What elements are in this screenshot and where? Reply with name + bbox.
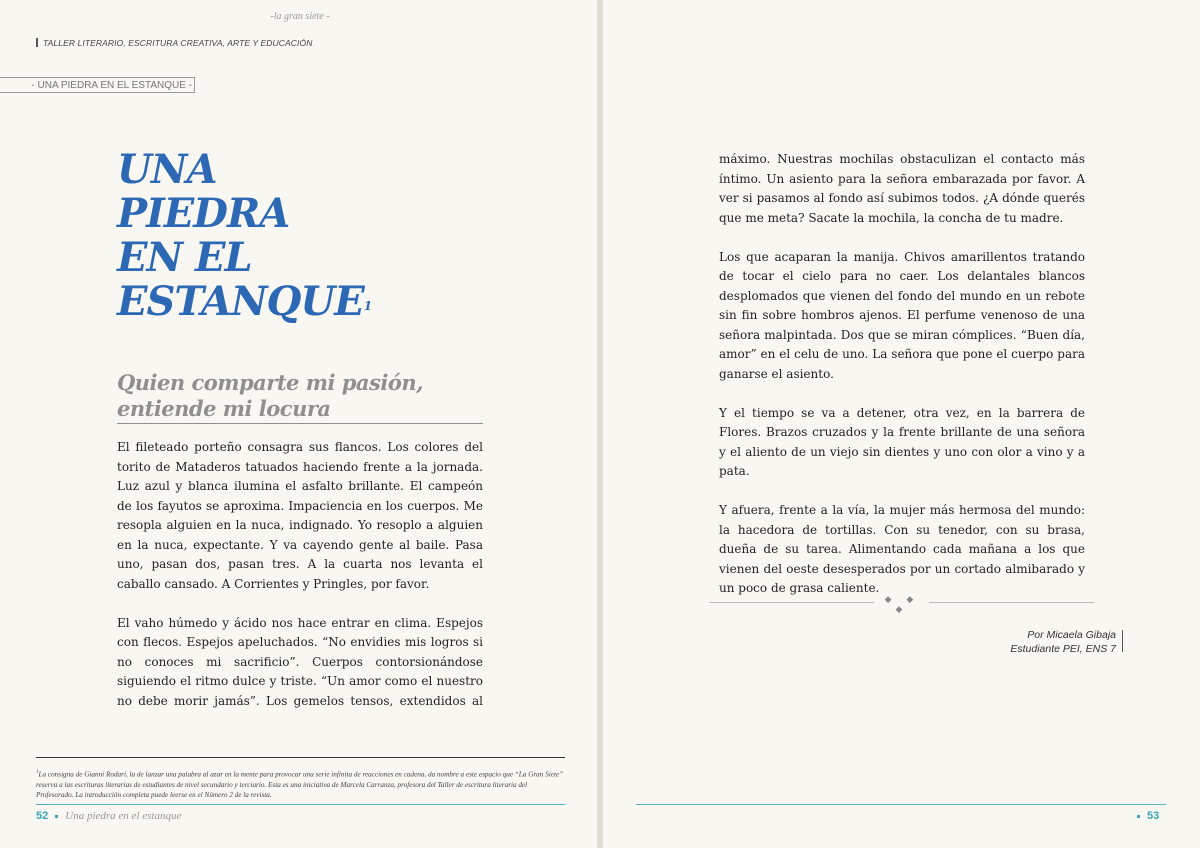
workshop-header [36, 38, 312, 48]
title-line: ESTANQUE [117, 278, 364, 325]
byline-bar [1122, 630, 1123, 652]
author-name: Por Micaela Gibaja [1027, 629, 1116, 641]
byline [950, 628, 1116, 656]
title-line: UNA [117, 146, 217, 193]
page-gutter [597, 0, 603, 848]
right-column [719, 150, 1085, 618]
title-line: PIEDRA [117, 190, 290, 237]
footer-dot [1137, 815, 1140, 818]
footnote-number: 1 [36, 770, 39, 775]
footer-rule-left [36, 804, 565, 805]
footnote-text: La consigna de Gianni Rodari, la de lanzar una palabra al azar en la mente para provocar una serie infinita de reacciones en cadena, da nombre a este espacio que “La Gran Siete” reserva a las escrituras literarias de estudiantes de nivel secundario y terciario. Esta es una iniciativa de Marcela Carranza, profesora del Taller de escritura literaria del Profesorado. La introducción completa puede leerse en el Número 2 de la revista. [36, 770, 564, 800]
workshop-label: TALLER LITERARIO, ESCRITURA CREATIVA, ARTE Y EDUCACIÓN [43, 38, 313, 48]
article-title [117, 148, 372, 324]
paragraph: Los que acaparan la manija. Chivos amarillentos tratando de tocar el cielo para no caer. Los delantales blancos desplomados que vienen del fondo del mundo en un rebote sin fin sobre hombros ajenos. El perfume venenoso de una señora malpintada. Dos que se miran cómplices. “Buen día, amor” en el celu de uno. La señora que pone el cuerpo para ganarse el asiento. [719, 249, 1085, 381]
header-bar [36, 38, 38, 47]
footer-rule-right [636, 804, 1166, 805]
footer-section: Una piedra en el estanque [65, 810, 182, 822]
paragraph: Y afuera, frente a la vía, la mujer más hermosa del mundo: la hacedora de tortillas. Con su tenedor, con su brasa, dueña de su tarea. Alimentando cada mañana a los que vienen del oeste desesperados por un cortado almibarado y un poco de grasa caliente. [719, 503, 1085, 595]
article-subtitle: Quien comparte mi pasión, entiende mi locura [117, 370, 483, 424]
separator-line [709, 602, 874, 603]
paragraph: Y el tiempo se va a detener, otra vez, en la barrera de Flores. Brazos cruzados y la frente brillante de una señora y el aliento de un viejo sin dientes y uno con olor a vino y a pata. [719, 405, 1085, 478]
footer-right [1130, 810, 1159, 822]
footnote-rule [36, 757, 565, 758]
paragraph: El fileteado porteño consagra sus flancos. Los colores del torito de Mataderos tatuados haciendo frente a la jornada. Luz azul y blanca ilumina el asfalto brillante. El campeón de los fayutos se aproxima. Impaciencia en los cuerpos. Me resopla alguien en la nuca, indignado. Yo resoplo a alguien en la nuca, expectante. Y va cayendo gente al baile. Pasa uno, pasan dos, pasan tres. A la cuarta nos levanta el caballo cansado. A Corrientes y Pringles, por favor. [117, 440, 483, 591]
separator-diamonds: ◆ ◆ ◆ [884, 595, 920, 615]
footer-left [36, 810, 181, 822]
title-line: EN EL [117, 234, 252, 281]
title-footnote-mark: 1 [363, 299, 373, 313]
footer-dot [55, 815, 58, 818]
paragraph: El vaho húmedo y ácido nos hace entrar en clima. Espejos con flecos. Espejos apeluchados. “No envidies mis logros si no conoces mi sacrificio”. Cuerpos contorsionándose siguiendo el ritmo dulce y triste. “Un amor como el nuestro no debe morir jamás”. Los gemelos tensos, extendidos al [117, 615, 483, 708]
magazine-name: -la gran siete - [270, 11, 330, 22]
separator-line [929, 602, 1094, 603]
page-number-left: 52 [36, 810, 49, 822]
section-tab: - UNA PIEDRA EN EL ESTANQUE - [0, 77, 195, 93]
page-number-right: 53 [1147, 810, 1160, 822]
section-separator [709, 595, 1094, 615]
author-role: Estudiante PEI, ENS 7 [1010, 643, 1116, 655]
footnote [36, 768, 565, 801]
left-column [117, 438, 483, 731]
paragraph: máximo. Nuestras mochilas obstaculizan el contacto más íntimo. Un asiento para la señora embarazada por favor. A ver si pasamos al fondo así subimos todos. ¿A dónde querés que me meta? Sacate la mochila, la concha de tu madre. [719, 152, 1085, 225]
